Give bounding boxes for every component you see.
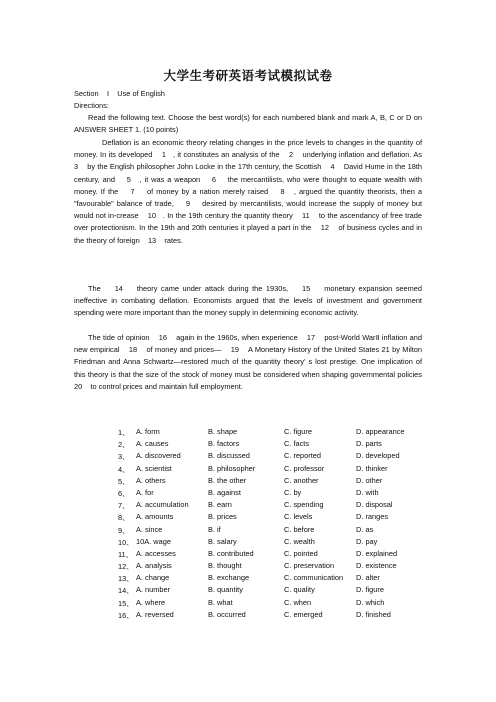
option-d: D. which — [356, 597, 385, 607]
option-a: A. change — [136, 573, 170, 583]
option-c: C. spending — [284, 500, 324, 510]
option-d: D. with — [356, 487, 379, 497]
option-a: A. discovered — [136, 451, 181, 461]
option-c: C. reported — [284, 451, 321, 461]
section-heading: Section Ⅰ Use of English — [74, 89, 165, 98]
option-b: B. contributed — [208, 548, 254, 558]
option-c: C. levels — [284, 512, 313, 522]
question-number: 14、 — [118, 586, 134, 596]
option-b: B. salary — [208, 536, 237, 546]
passage-paragraph-2: The 14 theory came under attack during the 1930s, 15 monetary expansion seemed ineffective in combating deflation. Economists argued that the levels of investment and government spending were more important than the money supply in determining economic activity. — [74, 284, 425, 318]
option-d: D. developed — [356, 451, 400, 461]
option-row — [74, 537, 422, 549]
option-d: D. figure — [356, 585, 384, 595]
option-d: D. parts — [356, 439, 382, 449]
option-c: C. before — [284, 524, 315, 534]
option-c: C. wealth — [284, 536, 315, 546]
option-d: D. as — [356, 524, 374, 534]
page-title: 大学生考研英语考试模拟试卷 — [163, 68, 333, 83]
option-a: A. number — [136, 585, 171, 595]
option-b: B. prices — [208, 512, 237, 522]
option-b: B. against — [208, 487, 241, 497]
option-c: C. when — [284, 597, 312, 607]
passage-paragraph-3: The tide of opinion 16 again in the 1960s, when experience 17 post-World WarⅡ inflation and new empirical 18 of money and prices— 19 A Monetary History of the United States 21 by Milton Friedman and Anna Schwartz—restored much of the quantity theory' s lost prestige. One implication of this theory is that the size of the stock of money must be considered when shaping governmental policies 20 to control prices and maintain full employment. — [74, 333, 431, 391]
option-b: B. thought — [208, 561, 242, 571]
option-b: B. discussed — [208, 451, 250, 461]
option-c: C. quality — [284, 585, 315, 595]
option-a: A. reversed — [136, 609, 174, 619]
options-list — [74, 427, 422, 622]
option-a: A. amounts — [136, 512, 174, 522]
question-number: 16、 — [118, 610, 134, 620]
option-d: D. other — [356, 475, 383, 485]
option-d: D. pay — [356, 536, 378, 546]
option-a: A. where — [136, 597, 166, 607]
question-number: 1、 — [118, 428, 130, 437]
option-row — [74, 561, 422, 573]
option-d: D. alter — [356, 573, 380, 583]
option-a: 10A. wage — [136, 536, 171, 546]
option-a: A. accesses — [136, 548, 176, 558]
option-row — [74, 525, 422, 537]
option-row — [74, 610, 422, 622]
option-c: C. by — [284, 487, 302, 497]
option-row — [74, 585, 422, 597]
option-b: B. occurred — [208, 609, 246, 619]
option-row — [74, 549, 422, 561]
option-a: A. accumulation — [136, 500, 189, 510]
option-b: B. factors — [208, 439, 240, 449]
option-c: C. another — [284, 475, 319, 485]
option-a: A. for — [136, 487, 154, 497]
question-number: 11、 — [118, 549, 134, 559]
option-b: B. philosopher — [208, 463, 256, 473]
option-a: A. others — [136, 475, 166, 485]
option-c: C. pointed — [284, 548, 318, 558]
question-number: 15、 — [118, 598, 134, 608]
option-row — [74, 500, 422, 512]
directions-label: Directions: — [74, 101, 109, 110]
option-d: D. appearance — [356, 427, 405, 436]
question-number: 5、 — [118, 476, 130, 486]
instructions: Read the following text. Choose the best word(s) for each numbered blank and mark A, B, C or D on ANSWER SHEET 1. (10 points) — [74, 113, 422, 135]
option-b: B. earn — [208, 500, 232, 510]
option-b: B. the other — [208, 475, 247, 485]
option-d: D. disposal — [356, 500, 393, 510]
option-row — [74, 427, 422, 439]
option-c: C. emerged — [284, 609, 323, 619]
question-number: 13、 — [118, 574, 134, 584]
option-c: C. facts — [284, 439, 310, 449]
option-a: A. since — [136, 524, 163, 534]
option-a: A. form — [136, 427, 160, 436]
option-d: D. explained — [356, 548, 398, 558]
option-row — [74, 488, 422, 500]
question-number: 10、 — [118, 537, 134, 547]
question-number: 7、 — [118, 501, 130, 511]
option-row — [74, 512, 422, 524]
question-number: 6、 — [118, 488, 130, 498]
option-d: D. thinker — [356, 463, 388, 473]
option-c: C. communication — [284, 573, 344, 583]
option-a: A. scientist — [136, 463, 172, 473]
option-b: B. shape — [208, 427, 238, 436]
option-row — [74, 464, 422, 476]
option-row — [74, 573, 422, 585]
question-number: 4、 — [118, 464, 130, 474]
option-a: A. analysis — [136, 561, 172, 571]
option-c: C. figure — [284, 427, 312, 436]
option-a: A. causes — [136, 439, 169, 449]
passage-paragraph-1: Deflation is an economic theory relating changes in the price levels to changes in the quantity of money. In its developed 1 , it constitutes an analysis of the 2 underlying inflation and deflation. As 3 by the English philosopher John Locke in the 17th century, the Scottish 4 David Hume in the 18th century, and 5 , it was a weapon 6 the mercantilists, who were thought to equate wealth with money. If the 7 of money by a nation merely raised 8 , argued the quantity theorists, then a "favourable" balance of trade, 9 desired by mercantilists, would increase the supply of money but would not in-crease 10 . In the 19th century the quantity theory 11 to the ascendancy of free trade over protectionism. In the 19th and 20th centuries it played a part in the 12 of business cycles and in the theory of foreign 13 rates. — [74, 138, 431, 245]
option-d: D. finished — [356, 609, 391, 619]
question-number: 3、 — [118, 452, 130, 462]
option-d: D. ranges — [356, 512, 389, 522]
option-b: B. if — [208, 524, 221, 534]
option-row — [74, 439, 422, 451]
option-row — [74, 476, 422, 488]
option-b: B. what — [208, 597, 233, 607]
question-number: 9、 — [118, 525, 130, 535]
option-c: C. preservation — [284, 561, 335, 571]
question-number: 12、 — [118, 562, 134, 572]
question-number: 8、 — [118, 513, 130, 523]
option-b: B. quantity — [208, 585, 243, 595]
option-c: C. professor — [284, 463, 325, 473]
option-row — [74, 451, 422, 463]
option-b: B. exchange — [208, 573, 250, 583]
option-d: D. existence — [356, 561, 397, 571]
option-row — [74, 598, 422, 610]
question-number: 2、 — [118, 440, 130, 450]
